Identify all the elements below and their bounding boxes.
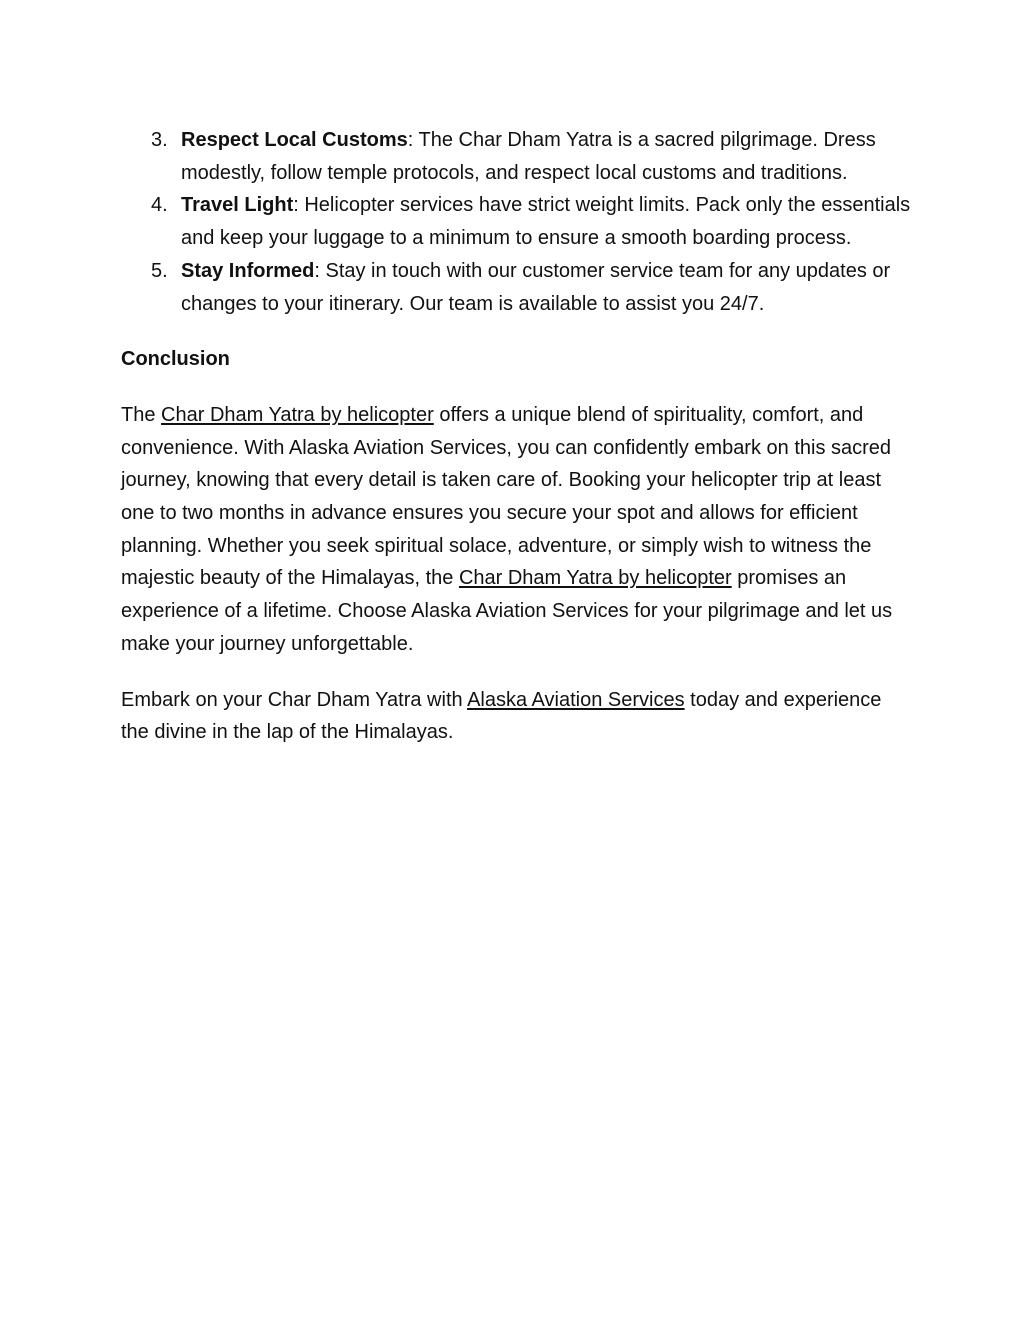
list-item-title: Stay Informed xyxy=(181,259,315,282)
char-dham-helicopter-link[interactable]: Char Dham Yatra by helicopter xyxy=(458,567,732,590)
paragraph-text: offers a unique blend of spirituality, comfort, and convenience. With Alaska Aviation Services, you can confidently embark on this sacred journey, knowing that every detail is taken care of. Booking your helicopter trip at least one to two months in advance ensures you secure your spot and allows for efficient planning. Whether you seek spiritual solace, adventure, or simply wish to witness the majestic beauty of the Himalayas, the xyxy=(121,403,892,590)
list-item-number: 5. xyxy=(151,259,168,282)
list-item-text: : Stay in touch with our customer service team for any updates or changes to your itinerary. Our team is available to assist you 24/7. xyxy=(181,259,891,315)
paragraph-text: The xyxy=(121,403,162,426)
conclusion-heading: Conclusion xyxy=(121,348,230,371)
conclusion-paragraph xyxy=(121,399,911,661)
list-item xyxy=(121,124,911,189)
list-item-text: : Helicopter services have strict weight limits. Pack only the essentials and keep your luggage to a minimum to ensure a smooth boarding process. xyxy=(181,194,911,250)
paragraph-text: Embark on your Char Dham Yatra with xyxy=(121,688,468,711)
paragraph-text: today and experience the divine in the lap of the Himalayas. xyxy=(121,688,882,744)
list-item-title: Respect Local Customs xyxy=(181,129,408,151)
alaska-aviation-services-link[interactable]: Alaska Aviation Services xyxy=(467,688,685,711)
paragraph-text: promises an experience of a lifetime. Choose Alaska Aviation Services for your pilgrimage and let us make your journey unforgettable. xyxy=(121,567,893,655)
list-item-number: 3. xyxy=(151,129,168,151)
list-item xyxy=(121,189,911,254)
list-item-title: Travel Light xyxy=(181,194,294,217)
document-page xyxy=(121,124,911,749)
char-dham-helicopter-link[interactable]: Char Dham Yatra by helicopter xyxy=(161,403,434,426)
list-item-text: : The Char Dham Yatra is a sacred pilgrimage. Dress modestly, follow temple protocols, and respect local customs and traditions. xyxy=(181,129,876,184)
closing-paragraph xyxy=(121,684,911,749)
list-item xyxy=(121,255,911,320)
tips-list xyxy=(121,124,911,320)
list-item-number: 4. xyxy=(151,194,168,217)
